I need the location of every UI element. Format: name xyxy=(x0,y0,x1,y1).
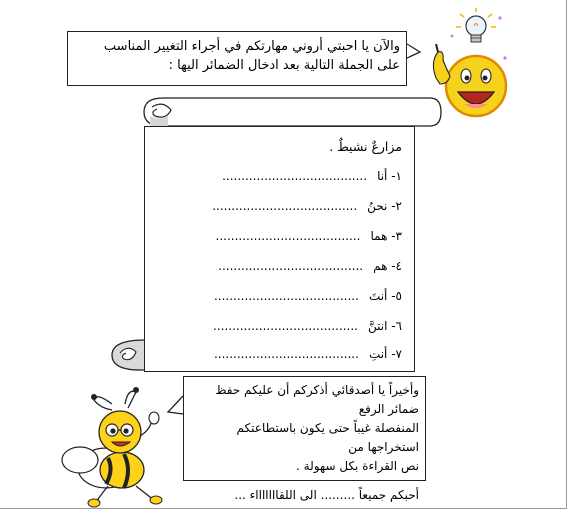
item-label: ١- أنا xyxy=(377,169,402,183)
answer-blank: ...................................... xyxy=(215,229,361,243)
closing-line-2: المنفصلة غيباً حتى يكون باستطاعتكم استخراجها من xyxy=(236,421,419,454)
answer-blank: ...................................... xyxy=(218,259,364,273)
instruction-line-2: على الجملة التالية بعد ادخال الضمائر اليها : xyxy=(168,58,400,73)
exercise-item xyxy=(218,259,402,273)
closing-bubble xyxy=(183,376,426,502)
answer-blank: ...................................... xyxy=(212,199,358,213)
closing-signoff xyxy=(190,486,419,505)
exercise-sentence: مزارعٌ نشيطٌ . xyxy=(329,139,402,154)
lightbulb-icon xyxy=(451,8,507,60)
item-label: ٧- أنتِ xyxy=(368,347,402,361)
item-label: ٦- انتنَّ xyxy=(367,319,402,333)
item-label: ٤- هم xyxy=(373,259,402,273)
exercise-scroll xyxy=(144,126,415,372)
closing-line-3: نص القراءة بكل سهولة . xyxy=(296,459,419,473)
exercise-item xyxy=(214,289,402,303)
signoff-farewell: ......... الى اللقاااااااء ... xyxy=(234,488,355,502)
exercise-item xyxy=(216,229,402,243)
bubble-tail-bottom xyxy=(168,396,183,414)
answer-blank: ...................................... xyxy=(213,347,359,361)
smiley-face-icon xyxy=(433,44,506,116)
item-label: ٢- نحنُ xyxy=(367,199,402,213)
exercise-item xyxy=(214,347,402,361)
signoff-love: أحبكم جميعاً xyxy=(358,488,419,502)
exercise-item xyxy=(222,169,402,183)
instruction-bubble xyxy=(67,31,407,86)
answer-blank: ...................................... xyxy=(213,319,358,333)
answer-blank: ...................................... xyxy=(222,169,368,183)
item-label: ٣- هما xyxy=(370,229,402,243)
exercise-item xyxy=(212,199,402,213)
exercise-item xyxy=(213,319,402,333)
instruction-line-1: والآن يا احبتي أروني مهارتكم في أجراء التغيير المناسب xyxy=(103,39,400,54)
bee-mascot-icon xyxy=(62,387,162,507)
bubble-tail xyxy=(407,44,420,58)
closing-line-1: وأخيراً يا أصدقائي أذكركم أن عليكم حفظ ضمائر الرفع xyxy=(215,383,419,416)
item-label: ٥- أنتَ xyxy=(368,289,402,303)
answer-blank: ...................................... xyxy=(213,289,359,303)
